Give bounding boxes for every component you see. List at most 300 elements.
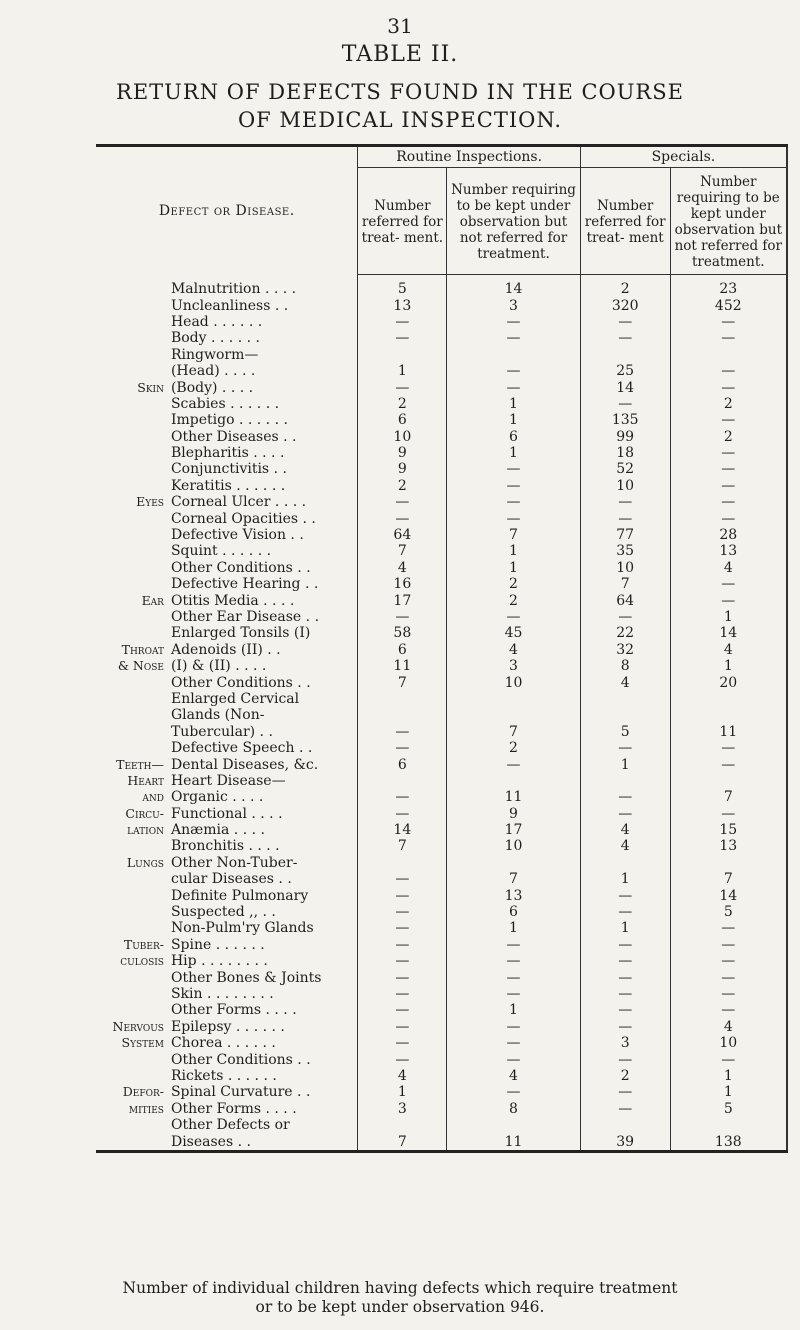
defect-name: Enlarged Cervical (170, 690, 300, 707)
section-label (96, 871, 167, 887)
specials-observation-cell: — (670, 510, 787, 526)
specials-referred-cell: 1 (580, 756, 670, 772)
table-row (96, 773, 787, 789)
defect-name: Dental Diseases, &c. (170, 756, 319, 773)
routine-referred-cell: — (358, 1035, 447, 1051)
defect-name: Other Diseases . . (170, 428, 297, 445)
specials-observation-cell: 5 (670, 904, 787, 920)
routine-referred-cell: — (358, 937, 447, 953)
table-label: TABLE II. (341, 42, 459, 67)
section-label (96, 887, 167, 903)
specials-observation-cell: 1 (670, 1068, 787, 1084)
specials-observation-cell: 20 (670, 674, 787, 690)
routine-referred-cell: 6 (358, 412, 447, 428)
defect-name: Other Ear Disease . . (170, 609, 320, 625)
specials-observation-cell: 452 (670, 297, 787, 313)
specials-referred-cell: 2 (580, 1068, 670, 1084)
defect-name: Corneal Opacities . . (170, 510, 316, 527)
defect-name: (Head) . . . . (170, 363, 256, 380)
routine-observation-cell: 4 (447, 1068, 581, 1084)
defect-name: Defective Speech . . (170, 740, 313, 757)
specials-observation-cell: 15 (670, 822, 787, 838)
section-label: Nervous (112, 1018, 164, 1034)
routine-referred-header: Number referred for treat- ment. (358, 168, 447, 275)
routine-observation-cell: — (447, 314, 581, 330)
table-row (96, 592, 787, 608)
section-label: Circu- (125, 805, 164, 821)
routine-observation-cell: 9 (447, 806, 581, 822)
section-label (96, 560, 167, 576)
specials-observation-cell: 1 (670, 609, 787, 625)
defect-name: Skin . . . . . . . . (170, 985, 274, 1002)
specials-referred-cell (580, 691, 670, 707)
specials-referred-cell (580, 707, 670, 723)
routine-observation-cell: 3 (447, 297, 581, 313)
specials-observation-cell: — (670, 363, 787, 379)
table-row (96, 871, 787, 887)
specials-observation-cell: 4 (670, 560, 787, 576)
specials-observation-cell: 14 (670, 625, 787, 641)
table-row (96, 609, 787, 625)
specials-referred-cell: 8 (580, 658, 670, 674)
defect-name: Body . . . . . . (170, 330, 260, 347)
section-label: Defor- (122, 1084, 164, 1100)
specials-referred-cell: 10 (580, 560, 670, 576)
defect-name: Suspected ,, . . (170, 904, 276, 921)
routine-observation-cell: 6 (447, 904, 581, 920)
defect-name: Other Non-Tuber- (170, 854, 298, 871)
defect-name: Head . . . . . . (170, 313, 263, 330)
defect-name: Ringworm— (170, 346, 259, 363)
specials-referred-cell: — (580, 1002, 670, 1018)
table-row (96, 625, 787, 641)
routine-observation-cell: — (447, 1035, 581, 1051)
specials-observation-cell: — (670, 478, 787, 494)
section-label: Lungs (126, 854, 164, 870)
section-label (96, 363, 167, 379)
routine-referred-cell: 10 (358, 429, 447, 445)
defect-name: cular Diseases . . (170, 871, 292, 888)
table-row (96, 1068, 787, 1084)
routine-referred-cell: 16 (358, 576, 447, 592)
routine-observation-cell: 8 (447, 1101, 581, 1117)
section-label: Throat (121, 641, 164, 657)
section-label (96, 691, 167, 707)
routine-referred-cell: — (358, 789, 447, 805)
routine-referred-cell: — (358, 330, 447, 346)
routine-observation-cell: — (447, 756, 581, 772)
routine-referred-cell: — (358, 609, 447, 625)
routine-observation-cell: — (447, 494, 581, 510)
table-row (96, 1117, 787, 1133)
routine-referred-cell: 7 (358, 674, 447, 690)
defect-name: Corneal Ulcer . . . . (170, 494, 307, 511)
section-label (96, 297, 167, 313)
defect-name: Uncleanliness . . (170, 297, 289, 314)
routine-referred-cell: 14 (358, 822, 447, 838)
specials-observation-cell: — (670, 1051, 787, 1067)
routine-referred-cell: 58 (358, 625, 447, 641)
table-row (96, 756, 787, 772)
routine-observation-header: Number requiring to be kept under observation but not referred for treatment. (447, 168, 581, 275)
routine-referred-cell: — (358, 510, 447, 526)
table-row (96, 1101, 787, 1117)
table-row (96, 330, 787, 346)
specials-group-header: Specials. (580, 146, 787, 168)
routine-referred-cell: 7 (358, 1133, 447, 1151)
specials-observation-cell: 138 (670, 1133, 787, 1151)
section-label (96, 478, 167, 494)
footer-line-1: Number of individual children having defects which require treatment (122, 1279, 678, 1297)
defect-name: Epilepsy . . . . . . (170, 1018, 285, 1035)
defect-name: Adenoids (II) . . (170, 641, 281, 658)
table-row (96, 642, 787, 658)
section-label: System (121, 1035, 164, 1051)
routine-referred-cell: 7 (358, 543, 447, 559)
routine-observation-cell: — (447, 478, 581, 494)
routine-observation-cell: 2 (447, 576, 581, 592)
specials-observation-header: Number requiring to be kept under observation but not referred for treatment. (670, 168, 787, 275)
defect-name: Enlarged Tonsils (I) (170, 625, 311, 642)
routine-referred-cell: 7 (358, 838, 447, 854)
specials-observation-cell: 4 (670, 1019, 787, 1035)
routine-observation-cell: — (447, 510, 581, 526)
defect-name: Heart Disease— (170, 772, 286, 789)
title-line-1: RETURN OF DEFECTS FOUND IN THE COURSE (116, 80, 684, 104)
routine-observation-cell: — (447, 461, 581, 477)
specials-referred-cell: — (580, 887, 670, 903)
table-row (96, 1133, 787, 1151)
routine-referred-cell (358, 347, 447, 363)
table-row (96, 1019, 787, 1035)
specials-observation-cell: — (670, 494, 787, 510)
specials-referred-cell: — (580, 1084, 670, 1100)
defect-name: Rickets . . . . . . (170, 1067, 277, 1084)
specials-referred-cell: — (580, 740, 670, 756)
specials-referred-cell: — (580, 986, 670, 1002)
routine-referred-cell (358, 707, 447, 723)
section-label: Eyes (136, 494, 164, 510)
section-label (96, 969, 167, 985)
specials-observation-cell: 2 (670, 429, 787, 445)
section-label: mities (128, 1100, 164, 1116)
routine-observation-cell: 11 (447, 789, 581, 805)
defect-name: Blepharitis . . . . (170, 445, 285, 462)
table-row (96, 1084, 787, 1100)
routine-referred-cell: — (358, 494, 447, 510)
specials-observation-cell: 10 (670, 1035, 787, 1051)
table-row (96, 297, 787, 313)
routine-referred-cell: — (358, 953, 447, 969)
specials-referred-cell: 32 (580, 642, 670, 658)
footer-line-2: or to be kept under observation 946. (255, 1298, 545, 1316)
specials-observation-cell: 2 (670, 396, 787, 412)
specials-referred-cell (580, 1117, 670, 1133)
table-row (96, 396, 787, 412)
specials-referred-cell: — (580, 510, 670, 526)
routine-referred-cell: 17 (358, 592, 447, 608)
defect-name: Other Defects or (170, 1117, 290, 1134)
specials-observation-cell (670, 347, 787, 363)
specials-observation-cell: — (670, 953, 787, 969)
defect-name: Hip . . . . . . . . (170, 953, 268, 970)
routine-observation-cell: 7 (447, 527, 581, 543)
specials-referred-cell: 2 (580, 275, 670, 298)
specials-observation-cell: 13 (670, 838, 787, 854)
routine-referred-cell: 9 (358, 445, 447, 461)
table-row (96, 1051, 787, 1067)
defect-name: Scabies . . . . . . (170, 395, 280, 412)
routine-observation-cell: 3 (447, 658, 581, 674)
defect-name: Keratitis . . . . . . (170, 477, 286, 494)
specials-referred-cell (580, 855, 670, 871)
defect-name: Organic . . . . (170, 789, 264, 806)
routine-observation-cell: 2 (447, 592, 581, 608)
table-row (96, 887, 787, 903)
defect-name: Other Conditions . . (170, 559, 311, 576)
section-label (96, 674, 167, 690)
specials-referred-cell: 135 (580, 412, 670, 428)
section-label (96, 527, 167, 543)
defect-name: (I) & (II) . . . . (170, 658, 267, 675)
table-row (96, 920, 787, 936)
specials-referred-cell: — (580, 937, 670, 953)
table-row (96, 314, 787, 330)
table-row (96, 838, 787, 854)
defect-name: Malnutrition . . . . (170, 280, 297, 297)
routine-referred-cell: 13 (358, 297, 447, 313)
specials-referred-cell: 18 (580, 445, 670, 461)
section-label (96, 838, 167, 854)
table-row (96, 986, 787, 1002)
section-label: Ear (141, 592, 164, 608)
routine-referred-cell: — (358, 724, 447, 740)
defect-name: Glands (Non- (170, 707, 265, 724)
section-label (96, 445, 167, 461)
routine-referred-cell (358, 855, 447, 871)
routine-observation-cell (447, 855, 581, 871)
routine-referred-cell: — (358, 379, 447, 395)
table-row (96, 560, 787, 576)
specials-referred-cell: — (580, 953, 670, 969)
routine-observation-cell: 11 (447, 1133, 581, 1151)
routine-observation-cell: — (447, 986, 581, 1002)
specials-referred-cell: 10 (580, 478, 670, 494)
section-label: Skin (137, 379, 164, 395)
table-row (96, 576, 787, 592)
routine-observation-cell: 1 (447, 920, 581, 936)
specials-referred-cell: 7 (580, 576, 670, 592)
table-row (96, 707, 787, 723)
routine-observation-cell: — (447, 953, 581, 969)
table-row (96, 937, 787, 953)
specials-observation-cell: 11 (670, 724, 787, 740)
section-label: culosis (120, 953, 164, 969)
section-label (96, 412, 167, 428)
defect-name: Defective Vision . . (170, 527, 304, 544)
routine-observation-cell: 1 (447, 560, 581, 576)
specials-observation-cell: 4 (670, 642, 787, 658)
specials-referred-cell: 4 (580, 822, 670, 838)
routine-observation-cell: 1 (447, 445, 581, 461)
specials-referred-cell: 64 (580, 592, 670, 608)
table-row (96, 429, 787, 445)
routine-referred-cell: 4 (358, 560, 447, 576)
section-label (96, 904, 167, 920)
routine-referred-cell: 9 (358, 461, 447, 477)
specials-observation-cell: — (670, 379, 787, 395)
routine-observation-cell: 1 (447, 396, 581, 412)
routine-observation-cell (447, 347, 581, 363)
specials-referred-cell: 39 (580, 1133, 670, 1151)
routine-referred-cell: — (358, 806, 447, 822)
routine-referred-cell: 6 (358, 642, 447, 658)
section-label (96, 461, 167, 477)
defect-name: Otitis Media . . . . (170, 592, 295, 609)
defect-name: Defective Hearing . . (170, 576, 319, 593)
specials-observation-cell: — (670, 576, 787, 592)
section-label (96, 576, 167, 592)
specials-observation-cell: 5 (670, 1101, 787, 1117)
routine-referred-cell: — (358, 969, 447, 985)
specials-observation-cell (670, 1117, 787, 1133)
routine-observation-cell: 4 (447, 642, 581, 658)
specials-referred-cell: 52 (580, 461, 670, 477)
specials-observation-cell: — (670, 1002, 787, 1018)
routine-observation-cell: 7 (447, 724, 581, 740)
routine-referred-cell (358, 691, 447, 707)
specials-referred-cell: 35 (580, 543, 670, 559)
table-row (96, 494, 787, 510)
routine-observation-cell: 10 (447, 838, 581, 854)
routine-observation-cell: — (447, 969, 581, 985)
routine-observation-cell: 13 (447, 887, 581, 903)
defect-name: Other Bones & Joints (170, 969, 322, 986)
defect-name: Functional . . . . (170, 805, 283, 822)
specials-observation-cell: 13 (670, 543, 787, 559)
section-label (96, 314, 167, 330)
routine-referred-cell: — (358, 740, 447, 756)
section-label (96, 625, 167, 641)
routine-referred-cell: — (358, 314, 447, 330)
specials-referred-cell: 5 (580, 724, 670, 740)
table-row (96, 543, 787, 559)
specials-referred-cell: 14 (580, 379, 670, 395)
specials-referred-cell (580, 347, 670, 363)
specials-observation-cell (670, 707, 787, 723)
defect-name: Tubercular) . . (170, 723, 273, 740)
table-row (96, 674, 787, 690)
section-label (96, 510, 167, 526)
section-label: & Nose (117, 658, 164, 674)
table-row (96, 1002, 787, 1018)
specials-observation-cell: 28 (670, 527, 787, 543)
specials-referred-cell: — (580, 330, 670, 346)
specials-referred-cell: — (580, 1101, 670, 1117)
specials-referred-cell: — (580, 396, 670, 412)
specials-referred-cell: 4 (580, 674, 670, 690)
routine-observation-cell: — (447, 937, 581, 953)
section-label (96, 330, 167, 346)
section-label (96, 1117, 167, 1133)
section-label: Teeth— (116, 756, 164, 772)
section-label (96, 740, 167, 756)
specials-referred-cell: — (580, 789, 670, 805)
routine-referred-cell: 1 (358, 363, 447, 379)
specials-referred-cell: 77 (580, 527, 670, 543)
routine-observation-cell: — (447, 609, 581, 625)
table-row (96, 658, 787, 674)
defect-name: Spinal Curvature . . (170, 1084, 311, 1101)
table-row (96, 969, 787, 985)
table-row (96, 347, 787, 363)
specials-referred-cell: — (580, 904, 670, 920)
section-label (96, 275, 167, 298)
table-row (96, 724, 787, 740)
section-label (96, 1051, 167, 1067)
specials-observation-cell: — (670, 330, 787, 346)
specials-observation-cell: 7 (670, 871, 787, 887)
table-row (96, 822, 787, 838)
defect-name: Spine . . . . . . (170, 936, 265, 953)
table-row (96, 363, 787, 379)
routine-observation-cell: 7 (447, 871, 581, 887)
routine-observation-cell: 1 (447, 1002, 581, 1018)
specials-observation-cell: 23 (670, 275, 787, 298)
table-row (96, 379, 787, 395)
specials-referred-cell: 22 (580, 625, 670, 641)
routine-referred-cell: — (358, 871, 447, 887)
page-number: 31 (387, 14, 413, 38)
defect-name: Impetigo . . . . . . (170, 412, 288, 429)
routine-referred-cell: 5 (358, 275, 447, 298)
specials-referred-header: Number referred for treat- ment (580, 168, 670, 275)
routine-observation-cell: 1 (447, 412, 581, 428)
defect-name: (Body) . . . . (170, 379, 254, 396)
specials-observation-cell (670, 773, 787, 789)
defect-name: Other Forms . . . . (170, 1002, 297, 1019)
specials-referred-cell: — (580, 969, 670, 985)
specials-referred-cell: — (580, 1019, 670, 1035)
section-label: lation (127, 822, 164, 838)
defect-name: Bronchitis . . . . (170, 838, 280, 855)
specials-referred-cell: 320 (580, 297, 670, 313)
table-row (96, 806, 787, 822)
specials-referred-cell: 4 (580, 838, 670, 854)
routine-referred-cell: — (358, 1002, 447, 1018)
specials-referred-cell (580, 773, 670, 789)
specials-observation-cell: 1 (670, 1084, 787, 1100)
section-label (96, 1002, 167, 1018)
routine-observation-cell: 2 (447, 740, 581, 756)
defect-name: Definite Pulmonary (170, 887, 309, 904)
table-row (96, 510, 787, 526)
table-row (96, 478, 787, 494)
table-row (96, 275, 787, 298)
defect-header: Defect or Disease. (96, 146, 358, 275)
table-row (96, 904, 787, 920)
routine-observation-cell: 17 (447, 822, 581, 838)
specials-observation-cell: 1 (670, 658, 787, 674)
routine-observation-cell: — (447, 1084, 581, 1100)
routine-observation-cell: — (447, 1019, 581, 1035)
routine-observation-cell: 10 (447, 674, 581, 690)
specials-observation-cell: — (670, 937, 787, 953)
routine-observation-cell (447, 773, 581, 789)
section-label (96, 543, 167, 559)
table-row (96, 740, 787, 756)
table-row (96, 1035, 787, 1051)
